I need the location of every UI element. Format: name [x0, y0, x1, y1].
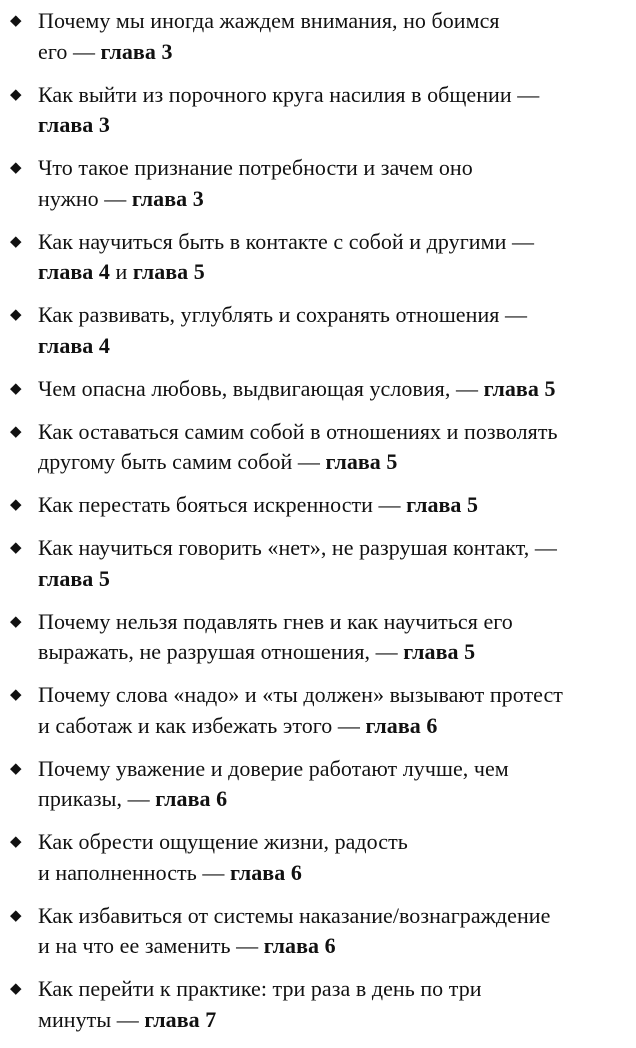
diamond-bullet-icon: ◆ [10, 907, 22, 924]
chapter-reference: глава 5 [325, 449, 398, 474]
chapter-reference: глава 7 [144, 1006, 217, 1032]
list-item [0, 300, 636, 361]
item-text-continued: нужно — [38, 185, 132, 211]
item-text-continued: другому быть самим собой — [38, 449, 326, 474]
diamond-bullet-icon: ◆ [10, 160, 22, 176]
item-text: Как избавиться от системы наказание/вознаграждение [38, 902, 551, 928]
item-text: Почему уважение и доверие работают лучше, чем [38, 755, 509, 781]
chapter-reference: глава 3 [100, 38, 173, 64]
item-text: Почему нельзя подавлять гнев и как научиться его [38, 608, 513, 634]
chapter-reference: глава 5 [132, 259, 205, 284]
diamond-bullet-icon: ◆ [10, 233, 22, 250]
list-item [0, 607, 636, 668]
diamond-bullet-icon: ◆ [10, 687, 22, 703]
connector-text: и [109, 259, 133, 284]
diamond-bullet-icon: ◆ [10, 380, 22, 397]
chapter-reference: глава 3 [131, 185, 204, 211]
diamond-bullet-icon: ◆ [10, 760, 22, 777]
item-text: Что такое признание потребности и зачем оно [38, 155, 473, 180]
list-item [0, 80, 636, 141]
item-text-continued: минуты — [38, 1006, 145, 1032]
list-item [0, 417, 636, 478]
list-item [0, 490, 636, 521]
list-item [0, 6, 636, 67]
chapter-reference: глава 5 [38, 565, 110, 591]
chapter-reference: глава 6 [155, 786, 228, 811]
item-text: Как научиться быть в контакте с собой и другими — [38, 228, 535, 254]
item-text-continued: приказы, — [38, 786, 156, 811]
list-item [0, 680, 636, 741]
diamond-bullet-icon: ◆ [10, 540, 22, 556]
chapter-reference: глава 5 [406, 492, 479, 517]
diamond-bullet-icon: ◆ [10, 13, 22, 29]
item-text: Как выйти из порочного круга насилия в общении — [38, 81, 540, 107]
chapter-reference: глава 5 [403, 639, 476, 664]
chapter-reference: глава 5 [483, 375, 556, 401]
list-item [0, 374, 636, 405]
list-item [0, 754, 636, 815]
diamond-bullet-icon: ◆ [10, 981, 22, 997]
diamond-bullet-icon: ◆ [10, 613, 22, 630]
chapter-reference: глава 6 [229, 859, 302, 885]
item-text: Как перейти к практике: три раза в день по три [38, 976, 482, 1001]
item-text: Как обрести ощущение жизни, радость [38, 829, 408, 854]
chapter-reference: глава 6 [263, 933, 336, 958]
diamond-bullet-icon: ◆ [10, 497, 22, 513]
item-text: Почему слова «надо» и «ты должен» вызывают протест [38, 682, 563, 707]
list-item [0, 227, 636, 288]
chapter-reference: глава 4 [38, 259, 110, 284]
chapter-reference: глава 3 [38, 112, 110, 137]
item-text-continued: выражать, не разрушая отношения, — [38, 639, 404, 664]
item-text-continued: и саботаж и как избежать этого — [38, 712, 366, 738]
chapter-reference: глава 6 [365, 712, 438, 738]
list-item [0, 533, 636, 594]
diamond-bullet-icon: ◆ [10, 423, 22, 440]
chapter-reference: глава 4 [38, 332, 110, 358]
item-text: Как развивать, углублять и сохранять отношения — [38, 302, 528, 327]
list-item [0, 901, 636, 962]
item-text: Как перестать бояться искренности — [38, 492, 407, 517]
diamond-bullet-icon: ◆ [10, 307, 22, 323]
item-text-continued: и наполненность — [38, 859, 230, 885]
item-text: Как оставаться самим собой в отношениях и позволять [38, 418, 558, 444]
diamond-bullet-icon: ◆ [10, 86, 22, 103]
item-text-continued: его — [38, 38, 101, 64]
list-item [0, 974, 636, 1035]
diamond-bullet-icon: ◆ [10, 834, 22, 850]
topics-list [0, 6, 636, 1048]
list-item [0, 827, 636, 888]
item-text-continued: и на что ее заменить — [38, 933, 264, 958]
list-item [0, 153, 636, 214]
item-text: Как научиться говорить «нет», не разрушая контакт, — [38, 535, 557, 560]
item-text: Чем опасна любовь, выдвигающая условия, — [38, 375, 484, 401]
item-text: Почему мы иногда жаждем внимания, но боимся [38, 8, 500, 33]
